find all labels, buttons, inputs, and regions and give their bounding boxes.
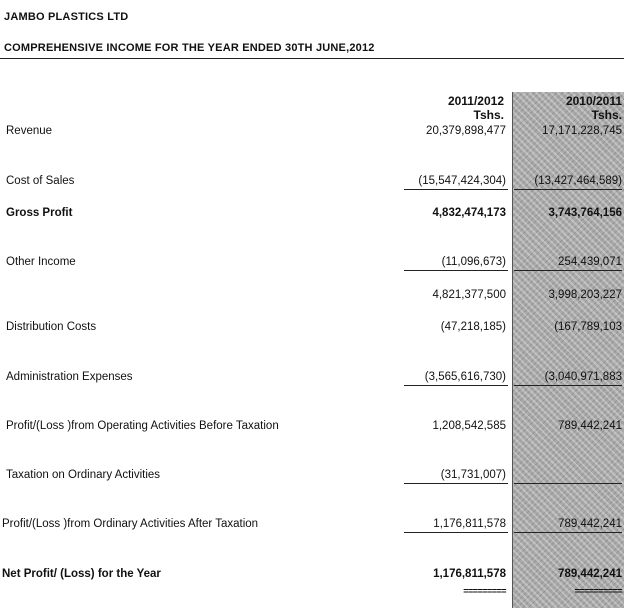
row-label-cost-of-sales: Cost of Sales	[6, 175, 75, 187]
subtotal-prior: 3,998,203,227	[548, 289, 622, 301]
net-profit-current: 1,176,811,578	[433, 568, 506, 580]
current-year-label: 2011/2012	[447, 94, 504, 108]
current-year-unit: Tshs.	[473, 108, 504, 122]
profit-after-tax-prior-underline	[514, 532, 622, 533]
profit-after-tax-current: 1,176,811,578	[433, 518, 506, 530]
row-label-net-profit: Net Profit/ (Loss) for the Year	[2, 568, 161, 580]
statement-title: COMPREHENSIVE INCOME FOR THE YEAR ENDED 30TH JUNE,2012	[4, 42, 375, 54]
profit-after-tax-prior: 789,442,241	[558, 518, 622, 530]
prior-year-shaded-column	[512, 92, 624, 608]
row-label-gross-profit: Gross Profit	[6, 207, 73, 219]
gross-profit-current: 4,832,474,173	[432, 207, 506, 219]
revenue-current: 20,379,898,477	[426, 125, 506, 137]
taxation-current-underline	[404, 483, 508, 484]
title-underline	[0, 58, 624, 59]
net-profit-prior-double-rule: ==========	[574, 586, 622, 596]
other-income-prior-underline	[514, 270, 622, 271]
administration-expenses-current: (3,565,616,730)	[424, 371, 506, 383]
prior-year-unit: Tshs.	[591, 108, 622, 122]
profit-after-tax-current-underline	[404, 532, 508, 533]
taxation-prior-underline	[514, 483, 622, 484]
revenue-prior: 17,171,228,745	[542, 125, 622, 137]
taxation-current: (31,731,007)	[440, 469, 506, 481]
cost-of-sales-current-underline	[404, 189, 508, 190]
net-profit-current-double-rule: =========	[463, 586, 506, 596]
row-label-profit-before-tax: Profit/(Loss )from Operating Activities Before Taxation	[6, 420, 279, 432]
row-label-administration-expenses: Administration Expenses	[6, 371, 133, 383]
subtotal-current: 4,821,377,500	[432, 289, 506, 301]
cost-of-sales-prior-underline	[514, 189, 622, 190]
row-label-taxation: Taxation on Ordinary Activities	[6, 469, 161, 481]
cost-of-sales-current: (15,547,424,304)	[418, 175, 506, 187]
administration-expenses-prior-underline	[514, 385, 622, 386]
gross-profit-prior: 3,743,764,156	[548, 207, 622, 219]
company-name: JAMBO PLASTICS LTD	[4, 11, 129, 23]
current-year-header	[400, 94, 504, 122]
prior-year-label: 2010/2011	[565, 94, 622, 108]
other-income-current: (11,096,673)	[441, 256, 506, 268]
profit-before-tax-current: 1,208,542,585	[432, 420, 506, 432]
profit-before-tax-prior: 789,442,241	[558, 420, 622, 432]
other-income-current-underline	[404, 270, 508, 271]
cost-of-sales-prior: (13,427,464,589)	[534, 175, 622, 187]
prior-year-header	[512, 94, 622, 122]
net-profit-prior: 789,442,241	[558, 568, 622, 580]
row-label-other-income: Other Income	[6, 256, 76, 268]
row-label-revenue: Revenue	[6, 125, 53, 137]
distribution-costs-prior: (167,789,103	[554, 321, 622, 333]
row-label-distribution-costs: Distribution Costs	[6, 321, 97, 333]
administration-expenses-current-underline	[404, 385, 508, 386]
other-income-prior: 254,439,071	[558, 256, 622, 268]
distribution-costs-current: (47,218,185)	[440, 321, 506, 333]
row-label-profit-after-tax: Profit/(Loss )from Ordinary Activities After Taxation	[2, 518, 259, 530]
administration-expenses-prior: (3,040,971,883	[544, 371, 622, 383]
